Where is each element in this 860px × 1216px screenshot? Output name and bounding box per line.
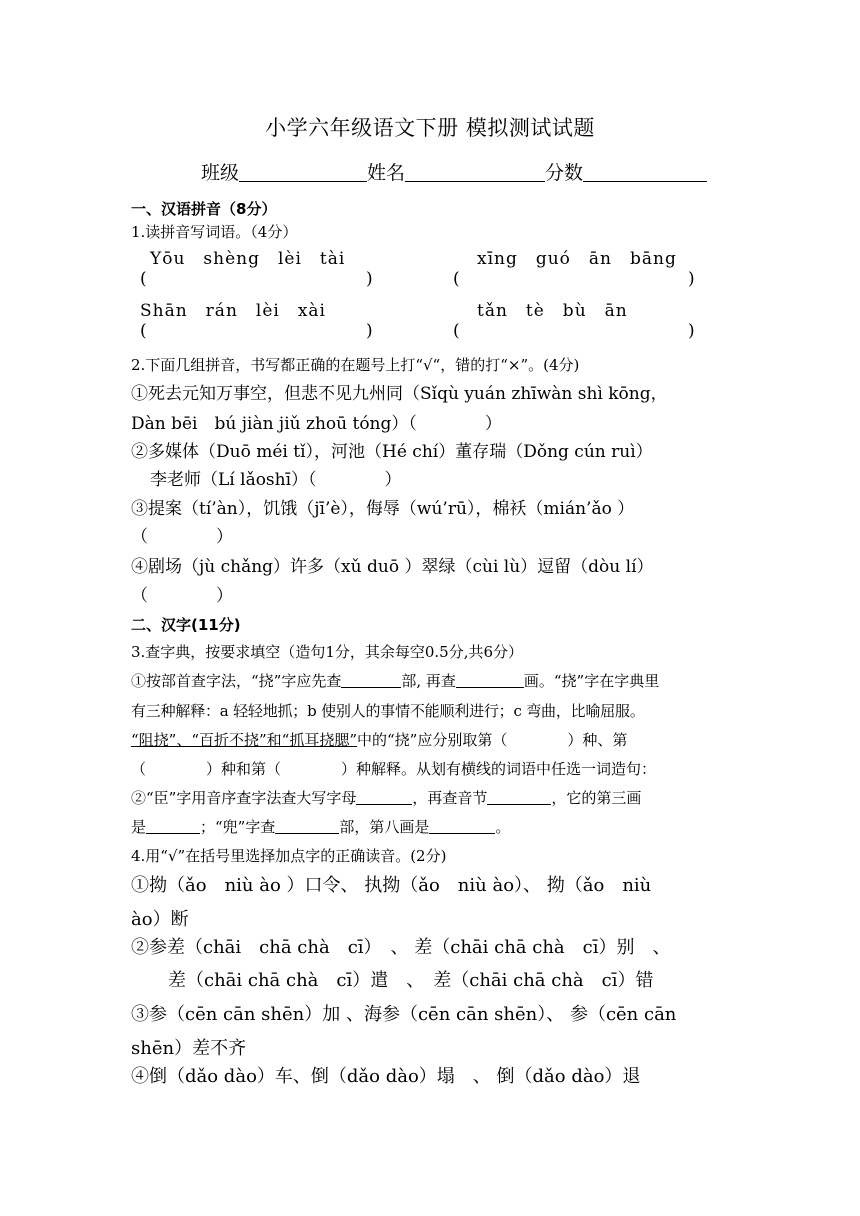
q3-line-1a: ①按部首查字法，“挠”字应先查 [131,672,342,690]
class-label: 班级 [201,162,240,184]
q3-line-4: （ ）种和第（ ）种解释。从划有横线的词语中任选一词造句： [131,760,657,778]
q3-line-2: 有三种解释：a 轻轻地抓；b 使别人的事情不能顺利进行；c 弯曲，比喻屈服。 [131,702,645,720]
q4-line-5: ③参（cēn cān shēn）加 、海参（cēn cān shēn）、 参（cēn cān [131,1004,677,1025]
q4-line-1: ①拗（ǎo niù ào ）口令、 执拗（ǎo niù ào）、 拗（ǎo niù [131,875,652,896]
q2-line-8: （ ） [131,586,233,606]
q3-line-5b: ，再查音节 [412,789,488,807]
q3-blank-syllable[interactable] [487,790,551,805]
q3-line-6d: 。 [495,818,511,836]
q3-blank-eighth-stroke[interactable] [429,819,495,834]
q1-paren-open-3: ( [140,321,147,341]
q2-line-1: ①死去元知万事空，但悲不见九州同（Sǐqù yuán zhīwàn shì kōng， [131,384,668,404]
q2-line-5: ③提案（tí’àn），饥饿（jī’è），侮辱（wú’rū），棉袄（mián’ǎo ） [131,499,635,519]
q3-line-1c: 画。“挠”字在字典里 [523,672,660,690]
q3-line-6b: ；“兜”字查 [200,818,276,836]
q3-blank-radical[interactable] [341,673,401,688]
q3-line-6 [131,816,510,837]
page-title: 小学六年级语文下册 模拟测试试题 [265,116,595,140]
q2-line-7: ④剧场（jù chǎng）许多（xǔ duō ）翠绿（cùi lù）逗留（dòu lí） [131,557,654,577]
q3-underlined-words: “阻挠”、“百折不挠”和“抓耳挠腮” [131,731,358,749]
q3-line-5a: ②“臣”字用音序查字法查大写字母 [131,789,357,807]
q3-blank-third-stroke[interactable] [146,819,200,834]
q4-prompt: 4.用“√”在括号里选择加点字的正确读音。(2分) [131,847,447,865]
q4-line-3: ②参差（chāi chā chà cī） 、 差（chāi chā chà cī）别 、 [131,937,671,958]
q2-line-3: ②多媒体（Duō méi tǐ），河池（Hé chí）董存瑞（Dǒng cún ruì） [131,442,653,462]
q2-prompt: 2.下面几组拼音，书写都正确的在题号上打“√“，错的打“×”。(4分) [131,356,580,374]
q3-blank-dou-radical[interactable] [275,819,339,834]
q2-line-4: 李老师（Lí lǎoshī）（ ） [150,470,402,490]
q3-blank-strokes[interactable] [456,673,524,688]
q1-paren-open-4: ( [453,321,460,341]
q4-line-4: 差（chāi chā chà cī）遣 、 差（chāi chā chà cī）错 [168,970,654,991]
q1-pinyin-4: tǎn tè bù ān [477,301,628,321]
score-label: 分数 [545,162,584,184]
section1-heading: 一、汉语拼音（8分） [131,200,277,218]
q3-line-5c: ，它的第三画 [551,789,642,807]
q1-paren-close-4: ) [688,321,695,341]
q3-line-1 [131,670,659,691]
q3-line-3 [131,729,627,750]
q3-line-5 [131,787,641,808]
q1-pinyin-2: xīng guó ān bāng [477,249,677,269]
q3-prompt: 3.查字典，按要求填空（造句1分，其余每空0.5分,共6分） [131,643,524,661]
q3-line-6a: 是 [131,818,147,836]
q2-line-6: （ ） [131,527,233,547]
name-label: 姓名 [367,162,406,184]
q1-paren-close-2: ) [688,269,695,289]
q3-line-3-rest: 中的“挠”应分别取第（ ）种、第 [357,731,628,749]
q2-line-2: Dàn bēi bú jiàn jiǔ zhoū tóng）（ ） [131,414,502,434]
q3-line-1b: 部, 再查 [401,672,456,690]
q1-paren-open-2: ( [453,269,460,289]
q4-line-2: ào）断 [131,909,189,930]
q1-pinyin-3: Shān rán lèi xài [140,301,326,321]
q1-pinyin-1: Yōu shèng lèi tài [150,249,346,269]
q1-prompt: 1.读拼音写词语。（4分） [131,223,298,241]
section2-heading: 二、汉字(11分) [131,616,241,634]
q3-blank-letter[interactable] [356,790,412,805]
q4-line-6: shēn）差不齐 [131,1038,247,1059]
q3-line-6c: 部，第八画是 [339,818,430,836]
class-blank[interactable] [239,161,367,182]
q1-paren-close-1: ) [366,269,373,289]
q1-paren-close-3: ) [366,321,373,341]
q4-line-7: ④倒（dǎo dào）车、倒（dǎo dào）塌 、 倒（dǎo dào）退 [131,1066,641,1087]
score-blank[interactable] [583,161,707,182]
name-blank[interactable] [405,161,545,182]
q1-paren-open-1: ( [140,269,147,289]
student-info-line [201,158,707,185]
